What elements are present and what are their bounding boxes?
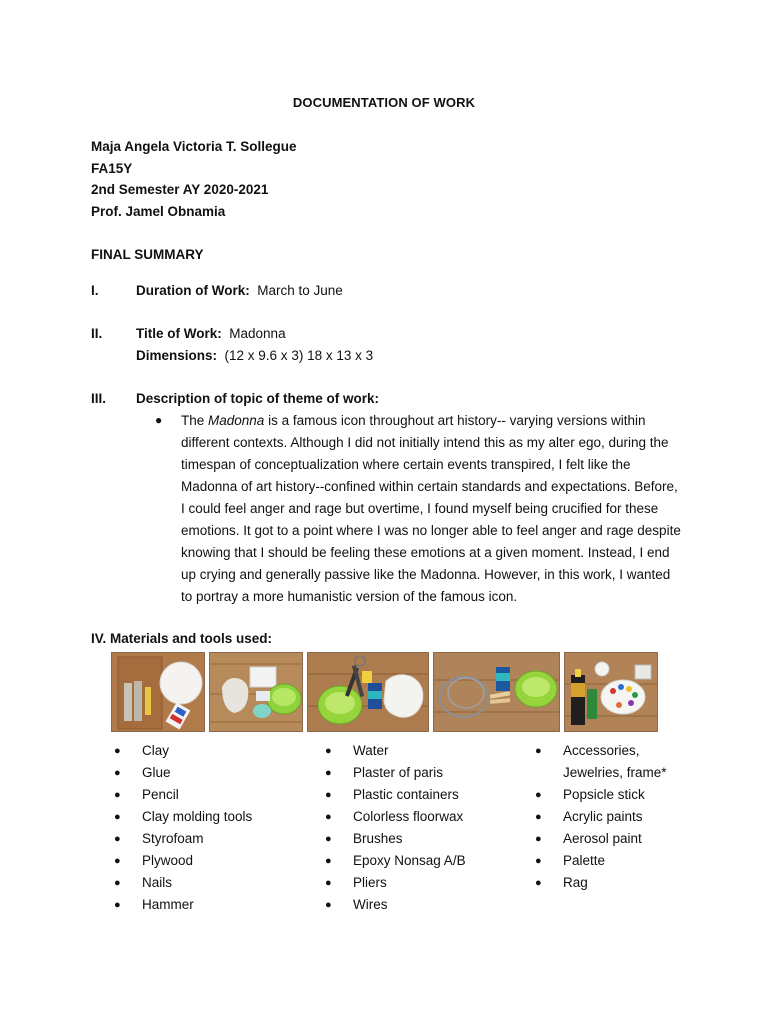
summary-heading: FINAL SUMMARY (91, 247, 204, 262)
section-3-number: III. (91, 391, 107, 406)
list-item (114, 828, 252, 850)
title-of-work-label: Title of Work: (136, 326, 222, 341)
section-1-line (136, 283, 343, 298)
list-item (114, 806, 252, 828)
clay-and-styrofoam-image (112, 653, 205, 732)
list-item-text: Clay (142, 743, 170, 758)
bullet-icon: ● (535, 877, 542, 889)
materials-photo-4 (433, 652, 560, 732)
bullet-icon: ● (155, 413, 163, 427)
bullet-icon: ● (535, 855, 542, 867)
bullet-icon: ● (114, 811, 121, 823)
list-item-text: Brushes (353, 831, 403, 846)
para-emphasis: Madonna (208, 413, 265, 428)
bullet-icon: ● (325, 789, 332, 801)
list-item (325, 894, 466, 916)
list-item (325, 850, 466, 872)
list-item-text: Clay molding tools (142, 809, 253, 824)
list-item (325, 740, 466, 762)
author-name: Maja Angela Victoria T. Sollegue (91, 139, 297, 154)
bullet-icon: ● (114, 855, 121, 867)
list-item-text: Wires (353, 897, 388, 912)
list-item (535, 872, 667, 894)
dimensions-label: Dimensions: (136, 348, 218, 363)
list-item-text: Jewelries, frame* (563, 765, 667, 780)
description-heading: Description of topic of theme of work: (136, 391, 380, 406)
class-code: FA15Y (91, 161, 133, 176)
semester: 2nd Semester AY 2020-2021 (91, 182, 269, 197)
dimensions-value: (12 x 9.6 x 3) 18 x 13 x 3 (224, 348, 374, 363)
list-item (325, 828, 466, 850)
bullet-icon: ● (114, 789, 121, 801)
section-2-title-line (136, 326, 286, 341)
list-item (325, 762, 466, 784)
list-item-text: Aerosol paint (563, 831, 642, 846)
list-item-text: Rag (563, 875, 588, 890)
list-item-text: Plastic containers (353, 787, 459, 802)
bullet-icon: ● (325, 767, 332, 779)
list-item (325, 872, 466, 894)
list-item-text: Popsicle stick (563, 787, 645, 802)
duration-label: Duration of Work: (136, 283, 250, 298)
materials-list-column-3 (535, 740, 667, 894)
title-of-work-value: Madonna (229, 326, 286, 341)
materials-photo-3 (307, 652, 429, 732)
list-item-text: Pencil (142, 787, 179, 802)
bullet-icon: ● (114, 833, 121, 845)
document-title: DOCUMENTATION OF WORK (292, 95, 476, 110)
list-item-text: Palette (563, 853, 606, 868)
professor: Prof. Jamel Obnamia (91, 204, 226, 219)
para-start: The (181, 413, 209, 428)
bullet-icon: ● (325, 855, 332, 867)
list-item-text: Accessories, (563, 743, 640, 758)
list-item-text: Glue (142, 765, 171, 780)
list-item (535, 828, 667, 850)
materials-heading: IV. Materials and tools used: (91, 631, 273, 646)
paints-and-palette-image (565, 653, 658, 732)
duration-value: March to June (257, 283, 343, 298)
list-item (325, 806, 466, 828)
materials-photo-1 (111, 652, 205, 732)
bullet-icon: ● (325, 811, 332, 823)
bullet-icon: ● (535, 789, 542, 801)
bullet-icon: ● (325, 899, 332, 911)
list-item-text: Hammer (142, 897, 194, 912)
list-item (535, 740, 667, 762)
list-item (114, 784, 252, 806)
list-item-text: Pliers (353, 875, 387, 890)
list-item-text: Styrofoam (142, 831, 204, 846)
list-item-text: Acrylic paints (563, 809, 643, 824)
section-2-number: II. (91, 326, 103, 341)
para-rest: is a famous icon throughout art history-- varying versions within different contexts. Although I did not initially intend this as my alter ego, during the timespan of conceptualization where certain events transpired, I felt like the Madonna of art history--confined within certain standards and expectations. Before, I could feel anger and rage but overtime, I found myself being crucified for these emotions. It got to a point where I was no longer able to feel anger and rage despite knowing that I should be feeling these emotions at a given moment. Instead, I end up crying and generally passive like the Madonna. However, in this work, I wanted to portray a more humanistic version of the famous icon. (181, 413, 681, 604)
list-item (114, 850, 252, 872)
materials-list-column-2 (325, 740, 466, 916)
section-1-number: I. (91, 283, 99, 298)
list-item-text: Water (353, 743, 389, 758)
bullet-icon: ● (535, 745, 542, 757)
materials-photo-5 (564, 652, 658, 732)
list-item-text: Plaster of paris (353, 765, 444, 780)
bullet-icon: ● (114, 745, 121, 757)
section-2-dimensions-line (136, 348, 373, 363)
bowl-brushes-and-floorwax-image (308, 653, 429, 732)
bullet-icon: ● (325, 877, 332, 889)
list-item-text: Colorless floorwax (353, 809, 464, 824)
list-item (114, 762, 252, 784)
plaster-and-containers-image (210, 653, 303, 732)
bullet-icon: ● (114, 877, 121, 889)
bullet-icon: ● (325, 833, 332, 845)
wires-and-bowl-image (434, 653, 560, 732)
list-item-text: Nails (142, 875, 173, 890)
bullet-icon: ● (535, 833, 542, 845)
materials-list-column-1 (114, 740, 252, 916)
bullet-icon: ● (535, 811, 542, 823)
list-item (535, 850, 667, 872)
description-paragraph (181, 410, 681, 608)
list-item (535, 784, 667, 806)
list-item (114, 740, 252, 762)
list-item-text: Epoxy Nonsag A/B (353, 853, 466, 868)
list-item (114, 872, 252, 894)
list-item (535, 806, 667, 828)
list-item (325, 784, 466, 806)
materials-photo-2 (209, 652, 303, 732)
list-item (114, 894, 252, 916)
bullet-icon: ● (325, 745, 332, 757)
bullet-icon: ● (114, 767, 121, 779)
list-item-text: Plywood (142, 853, 194, 868)
list-item (535, 762, 667, 784)
bullet-icon: ● (114, 899, 121, 911)
